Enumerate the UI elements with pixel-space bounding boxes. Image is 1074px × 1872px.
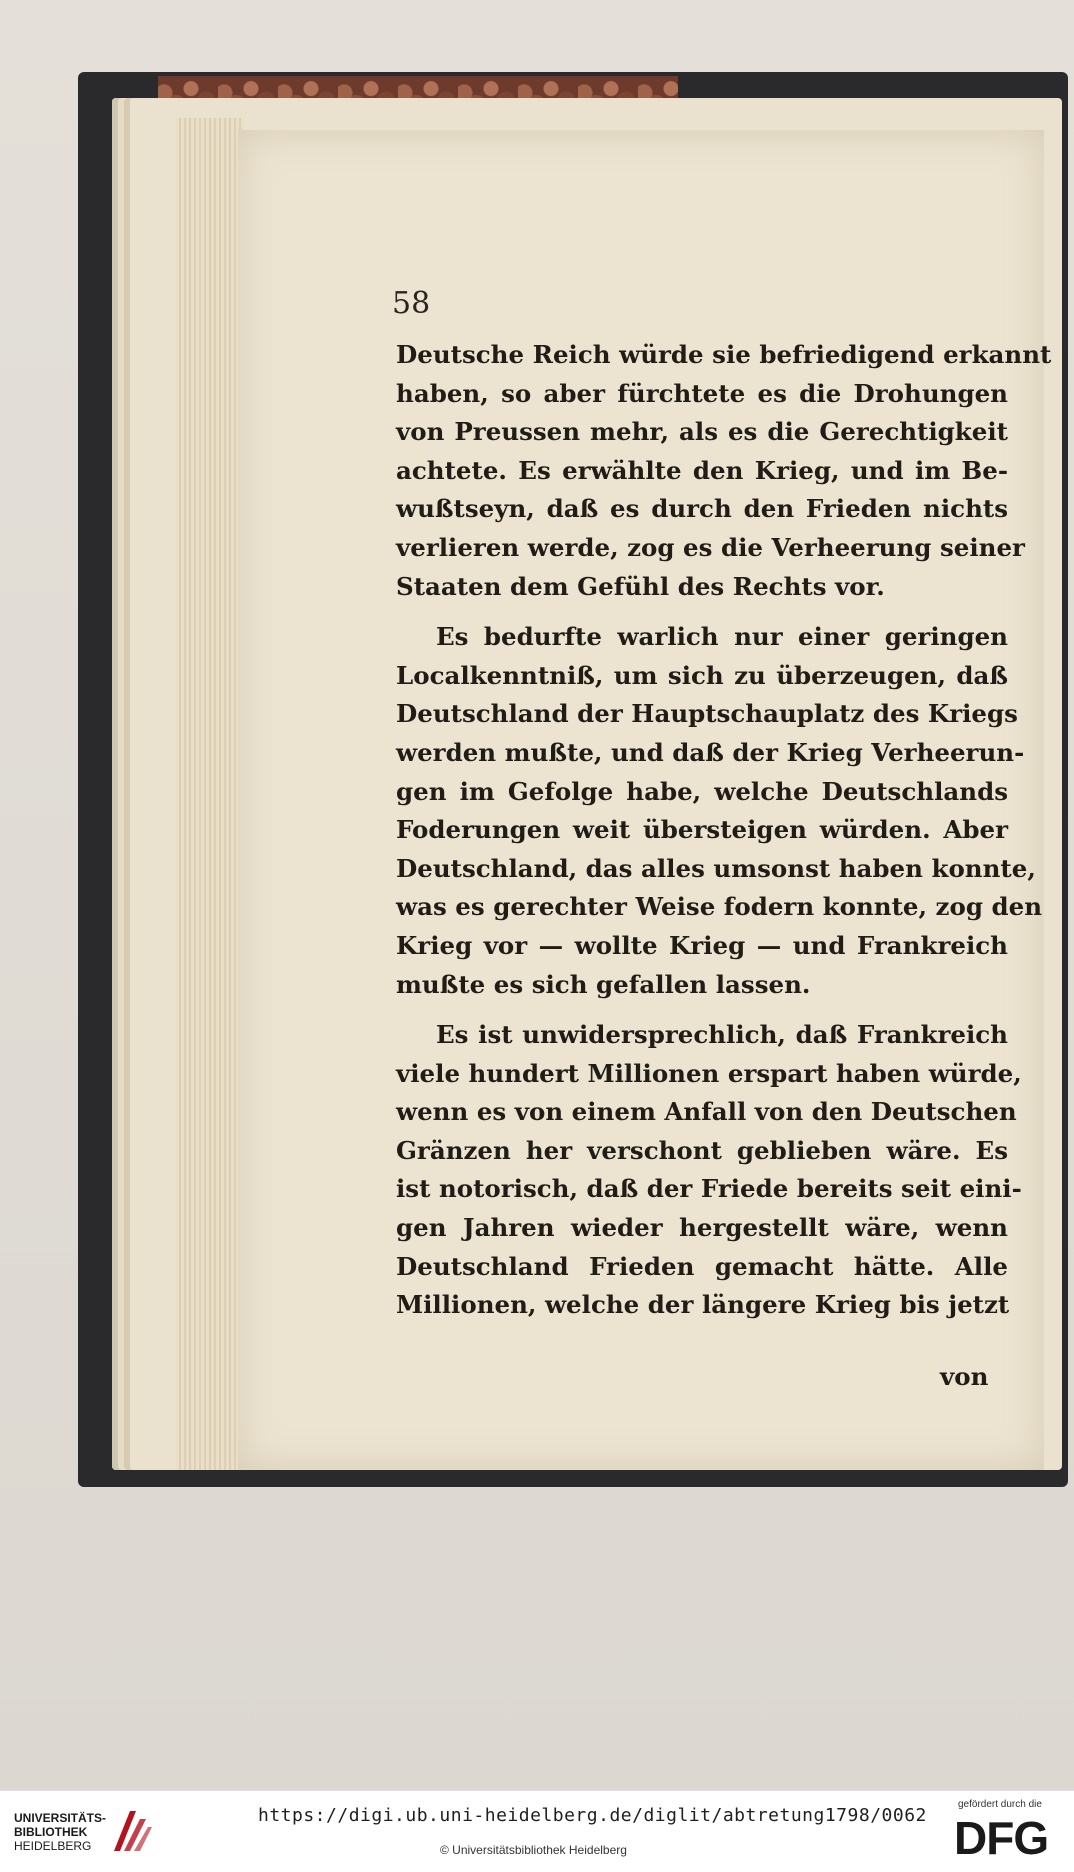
text-line: Millionen, welche der längere Krieg bis jetzt: [396, 1290, 1010, 1320]
library-name-line: HEIDELBERG: [14, 1839, 92, 1853]
text-line: Krieg vor — wollte Krieg — und Frankreich: [396, 930, 1008, 960]
library-logo[interactable]: [14, 1811, 106, 1853]
viewer-footer: [0, 1790, 1074, 1872]
text-line: wußtseyn, daß es durch den Frieden nichts: [396, 494, 1008, 524]
text-line: gen Jahren wieder hergestellt wäre, wenn: [396, 1213, 1008, 1243]
page-number: 58: [392, 286, 431, 321]
text-line: Staaten dem Gefühl des Rechts vor.: [396, 571, 885, 601]
library-name-line: UNIVERSITÄTS-: [14, 1811, 107, 1825]
text-line: Localkenntniß, um sich zu überzeugen, daß: [396, 660, 1008, 690]
text-line: was es gerechter Weise fodern konnte, zog den: [396, 892, 1043, 922]
page-text: [396, 336, 1052, 1325]
library-name-line: BIBLIOTHEK: [14, 1825, 88, 1839]
text-line: Deutsche Reich würde sie befriedigend erkannt: [396, 340, 1052, 369]
text-line: werden mußte, und daß der Krieg Verheerun-: [396, 737, 1025, 767]
text-line: ist notorisch, daß der Friede bereits seit eini-: [396, 1174, 1022, 1204]
text-line: Es ist unwidersprechlich, daß Frankreich: [436, 1020, 1008, 1050]
text-line: Foderungen weit übersteigen würden. Aber: [396, 815, 1008, 845]
text-line: mußte es sich gefallen lassen.: [396, 969, 811, 999]
paragraph-3: [396, 1016, 1022, 1325]
paragraph-1: [396, 336, 1052, 606]
text-line: von Preussen mehr, als es die Gerechtigkeit: [396, 417, 1008, 447]
dfg-logo[interactable]: DFG: [954, 1812, 1049, 1864]
text-line: verlieren werde, zog es die Verheerung seiner: [396, 532, 1025, 562]
text-line: haben, so aber fürchtete es die Drohungen: [396, 378, 1008, 408]
catchword: von: [940, 1362, 989, 1391]
text-line: Deutschland der Hauptschauplatz des Kriegs: [396, 699, 1018, 729]
text-line: wenn es von einem Anfall von den Deutschen: [396, 1097, 1017, 1127]
text-line: achtete. Es erwählte den Krieg, und im Be-: [396, 455, 1008, 485]
text-line: Deutschland Frieden gemacht hätte. Alle: [396, 1251, 1008, 1281]
library-logo-icon: [110, 1807, 152, 1855]
text-line: viele hundert Millionen erspart haben würde,: [396, 1058, 1022, 1088]
paragraph-2: [396, 618, 1043, 1004]
funder-caption: gefördert durch die: [958, 1799, 1042, 1810]
copyright-notice: © Universitätsbibliothek Heidelberg: [440, 1843, 627, 1857]
page-edges: [176, 118, 244, 1470]
text-line: Deutschland, das alles umsonst haben konnte,: [396, 853, 1036, 883]
text-line: Gränzen her verschont geblieben wäre. Es: [396, 1135, 1008, 1165]
text-line: gen im Gefolge habe, welche Deutschlands: [396, 776, 1008, 806]
permalink-url[interactable]: https://digi.ub.uni-heidelberg.de/diglit/abtretung1798/0062: [258, 1805, 927, 1826]
text-line: Es bedurfte warlich nur einer geringen: [436, 622, 1008, 652]
